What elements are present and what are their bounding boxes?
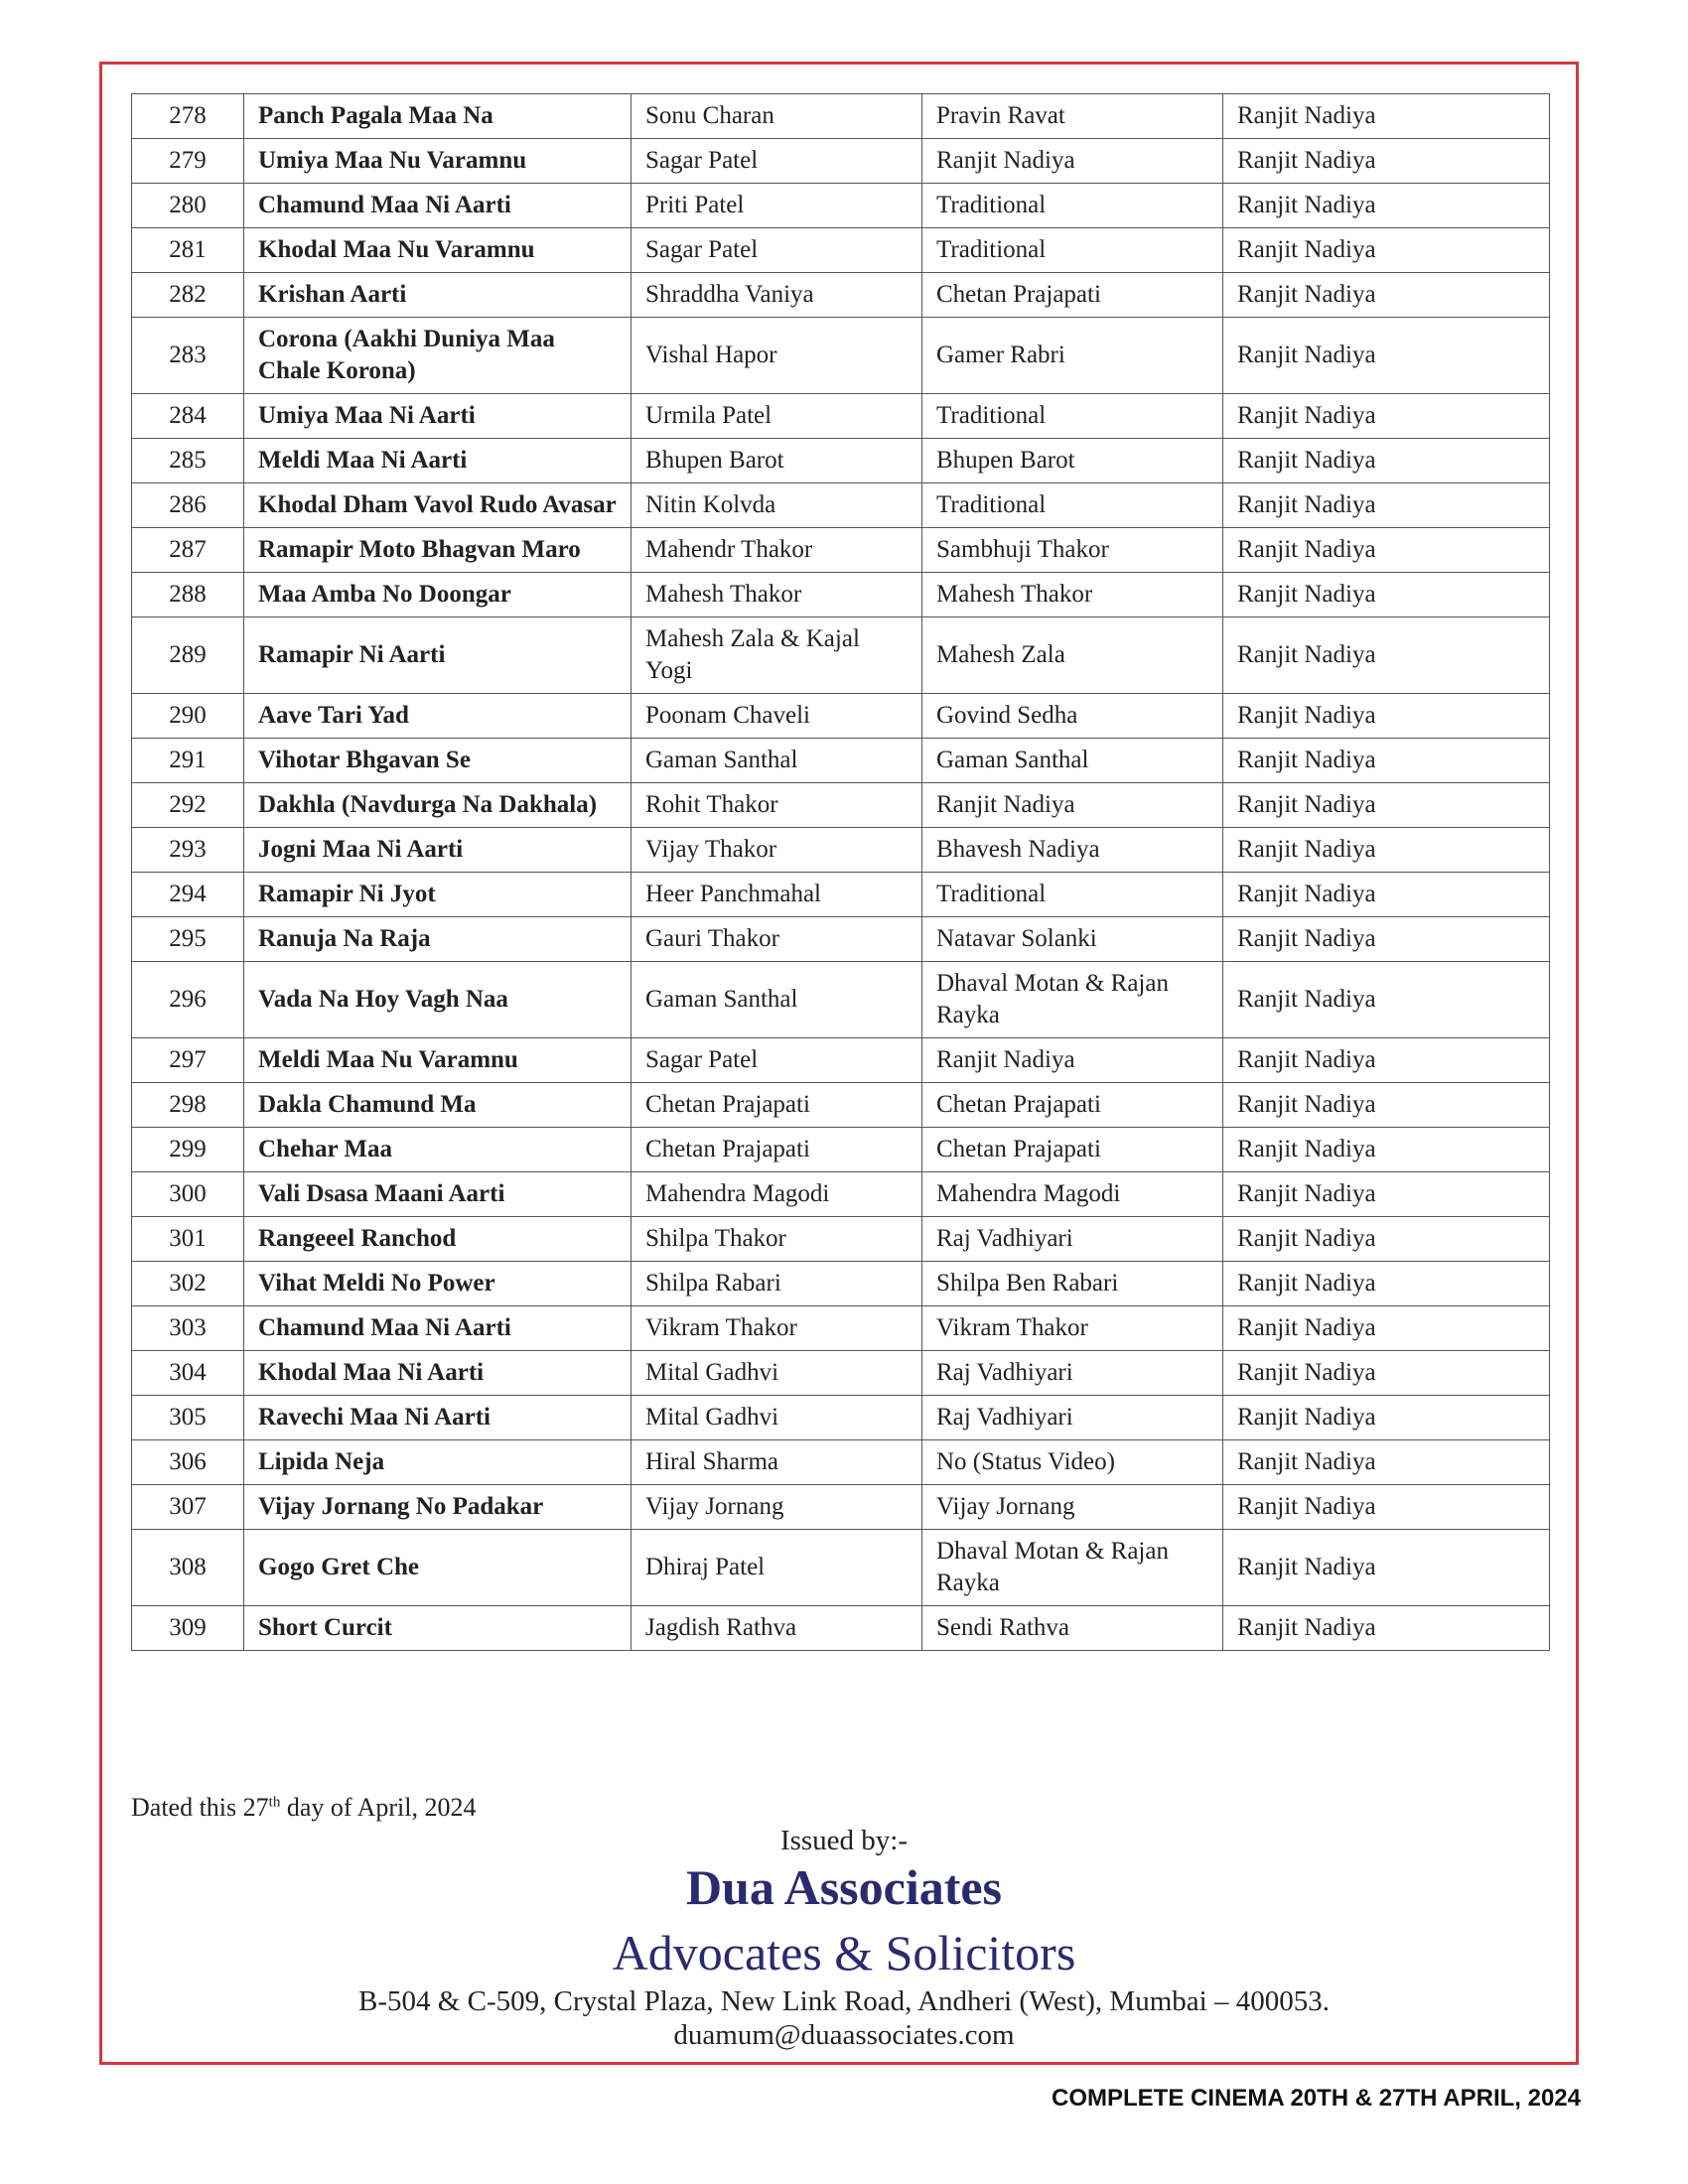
- firm-name: Dua Associates: [685, 1859, 1003, 1915]
- firm-subtitle: Advocates & Solicitors: [612, 1925, 1076, 1980]
- singer-cell: Shraddha Vaniya: [632, 273, 922, 318]
- title-cell: Khodal Dham Vavol Rudo Avasar: [244, 483, 632, 528]
- singer-cell: Chetan Prajapati: [632, 1083, 922, 1128]
- title-cell: Dakla Chamund Ma: [244, 1083, 632, 1128]
- table-row: [132, 783, 1550, 828]
- table-row: [132, 439, 1550, 483]
- title-cell: Ramapir Ni Jyot: [244, 873, 632, 917]
- dated-line: [131, 1793, 476, 1823]
- title-cell: Khodal Maa Ni Aarti: [244, 1351, 632, 1396]
- composer-cell: Ranjit Nadiya: [1223, 528, 1550, 573]
- table-row: [132, 273, 1550, 318]
- lyricist-cell: Traditional: [922, 228, 1223, 273]
- title-cell: Vada Na Hoy Vagh Naa: [244, 962, 632, 1038]
- singer-cell: Rohit Thakor: [632, 783, 922, 828]
- title-cell: Jogni Maa Ni Aarti: [244, 828, 632, 873]
- title-cell: Aave Tari Yad: [244, 694, 632, 739]
- serial-number-cell: 296: [132, 962, 244, 1038]
- serial-number-cell: 283: [132, 318, 244, 394]
- composer-cell: Ranjit Nadiya: [1223, 318, 1550, 394]
- table-row: [132, 1172, 1550, 1217]
- singer-cell: Sonu Charan: [632, 94, 922, 139]
- serial-number-cell: 300: [132, 1172, 244, 1217]
- lyricist-cell: Ranjit Nadiya: [922, 1038, 1223, 1083]
- singer-cell: Mital Gadhvi: [632, 1351, 922, 1396]
- composer-cell: Ranjit Nadiya: [1223, 1530, 1550, 1606]
- title-cell: Corona (Aakhi Duniya Maa Chale Korona): [244, 318, 632, 394]
- composer-cell: Ranjit Nadiya: [1223, 1396, 1550, 1440]
- serial-number-cell: 285: [132, 439, 244, 483]
- table-row: [132, 962, 1550, 1038]
- lyricist-cell: Traditional: [922, 394, 1223, 439]
- works-table-body: [132, 94, 1550, 1651]
- serial-number-cell: 282: [132, 273, 244, 318]
- serial-number-cell: 278: [132, 94, 244, 139]
- composer-cell: Ranjit Nadiya: [1223, 439, 1550, 483]
- serial-number-cell: 305: [132, 1396, 244, 1440]
- singer-cell: Sagar Patel: [632, 139, 922, 184]
- table-row: [132, 917, 1550, 962]
- lyricist-cell: Chetan Prajapati: [922, 273, 1223, 318]
- serial-number-cell: 307: [132, 1485, 244, 1530]
- serial-number-cell: 294: [132, 873, 244, 917]
- composer-cell: Ranjit Nadiya: [1223, 139, 1550, 184]
- composer-cell: Ranjit Nadiya: [1223, 394, 1550, 439]
- serial-number-cell: 280: [132, 184, 244, 228]
- dated-suffix: day of April, 2024: [280, 1793, 477, 1822]
- lyricist-cell: Sambhuji Thakor: [922, 528, 1223, 573]
- title-cell: Panch Pagala Maa Na: [244, 94, 632, 139]
- singer-cell: Dhiraj Patel: [632, 1530, 922, 1606]
- title-cell: Meldi Maa Ni Aarti: [244, 439, 632, 483]
- composer-cell: Ranjit Nadiya: [1223, 739, 1550, 783]
- title-cell: Vihotar Bhgavan Se: [244, 739, 632, 783]
- serial-number-cell: 297: [132, 1038, 244, 1083]
- serial-number-cell: 308: [132, 1530, 244, 1606]
- page-footer: COMPLETE CINEMA 20TH & 27TH APRIL, 2024: [1052, 2085, 1581, 2112]
- serial-number-cell: 289: [132, 617, 244, 694]
- serial-number-cell: 304: [132, 1351, 244, 1396]
- singer-cell: Heer Panchmahal: [632, 873, 922, 917]
- title-cell: Rangeeel Ranchod: [244, 1217, 632, 1262]
- title-cell: Vijay Jornang No Padakar: [244, 1485, 632, 1530]
- singer-cell: Sagar Patel: [632, 228, 922, 273]
- lyricist-cell: Ranjit Nadiya: [922, 139, 1223, 184]
- lyricist-cell: Sendi Rathva: [922, 1606, 1223, 1651]
- serial-number-cell: 293: [132, 828, 244, 873]
- singer-cell: Priti Patel: [632, 184, 922, 228]
- issued-by: Issued by:-: [779, 1825, 909, 1856]
- singer-cell: Nitin Kolvda: [632, 483, 922, 528]
- composer-cell: Ranjit Nadiya: [1223, 1351, 1550, 1396]
- composer-cell: Ranjit Nadiya: [1223, 1038, 1550, 1083]
- table-row: [132, 318, 1550, 394]
- serial-number-cell: 302: [132, 1262, 244, 1306]
- title-cell: Maa Amba No Doongar: [244, 573, 632, 617]
- title-cell: Chamund Maa Ni Aarti: [244, 184, 632, 228]
- table-row: [132, 617, 1550, 694]
- works-table: [131, 93, 1550, 1651]
- singer-cell: Poonam Chaveli: [632, 694, 922, 739]
- title-cell: Chamund Maa Ni Aarti: [244, 1306, 632, 1351]
- composer-cell: Ranjit Nadiya: [1223, 94, 1550, 139]
- singer-cell: Shilpa Thakor: [632, 1217, 922, 1262]
- table-row: [132, 1396, 1550, 1440]
- composer-cell: Ranjit Nadiya: [1223, 1172, 1550, 1217]
- serial-number-cell: 292: [132, 783, 244, 828]
- dated-ordinal: th: [268, 1794, 281, 1811]
- composer-cell: Ranjit Nadiya: [1223, 1485, 1550, 1530]
- composer-cell: Ranjit Nadiya: [1223, 273, 1550, 318]
- title-cell: Umiya Maa Nu Varamnu: [244, 139, 632, 184]
- table-row: [132, 1485, 1550, 1530]
- singer-cell: Gaman Santhal: [632, 962, 922, 1038]
- singer-cell: Vikram Thakor: [632, 1306, 922, 1351]
- lyricist-cell: Raj Vadhiyari: [922, 1396, 1223, 1440]
- lyricist-cell: Shilpa Ben Rabari: [922, 1262, 1223, 1306]
- composer-cell: Ranjit Nadiya: [1223, 483, 1550, 528]
- lyricist-cell: Mahesh Thakor: [922, 573, 1223, 617]
- table-row: [132, 1128, 1550, 1172]
- firm-address: B-504 & C-509, Crystal Plaza, New Link Road, Andheri (West), Mumbai – 400053.: [358, 1985, 1330, 2017]
- lyricist-cell: Raj Vadhiyari: [922, 1217, 1223, 1262]
- table-row: [132, 483, 1550, 528]
- title-cell: Chehar Maa: [244, 1128, 632, 1172]
- singer-cell: Vijay Jornang: [632, 1485, 922, 1530]
- table-row: [132, 739, 1550, 783]
- table-row: [132, 573, 1550, 617]
- composer-cell: Ranjit Nadiya: [1223, 917, 1550, 962]
- lyricist-cell: Natavar Solanki: [922, 917, 1223, 962]
- lyricist-cell: Mahendra Magodi: [922, 1172, 1223, 1217]
- singer-cell: Mahesh Thakor: [632, 573, 922, 617]
- serial-number-cell: 284: [132, 394, 244, 439]
- table-row: [132, 1083, 1550, 1128]
- composer-cell: Ranjit Nadiya: [1223, 1606, 1550, 1651]
- serial-number-cell: 303: [132, 1306, 244, 1351]
- composer-cell: Ranjit Nadiya: [1223, 873, 1550, 917]
- composer-cell: Ranjit Nadiya: [1223, 828, 1550, 873]
- title-cell: Khodal Maa Nu Varamnu: [244, 228, 632, 273]
- lyricist-cell: Mahesh Zala: [922, 617, 1223, 694]
- composer-cell: Ranjit Nadiya: [1223, 1440, 1550, 1485]
- title-cell: Ravechi Maa Ni Aarti: [244, 1396, 632, 1440]
- serial-number-cell: 301: [132, 1217, 244, 1262]
- table-row: [132, 528, 1550, 573]
- title-cell: Krishan Aarti: [244, 273, 632, 318]
- lyricist-cell: Traditional: [922, 873, 1223, 917]
- serial-number-cell: 286: [132, 483, 244, 528]
- singer-cell: Mahendra Magodi: [632, 1172, 922, 1217]
- lyricist-cell: No (Status Video): [922, 1440, 1223, 1485]
- singer-cell: Gaman Santhal: [632, 739, 922, 783]
- lyricist-cell: Gamer Rabri: [922, 318, 1223, 394]
- composer-cell: Ranjit Nadiya: [1223, 1262, 1550, 1306]
- composer-cell: Ranjit Nadiya: [1223, 184, 1550, 228]
- composer-cell: Ranjit Nadiya: [1223, 1083, 1550, 1128]
- table-row: [132, 694, 1550, 739]
- lyricist-cell: Chetan Prajapati: [922, 1083, 1223, 1128]
- lyricist-cell: Govind Sedha: [922, 694, 1223, 739]
- serial-number-cell: 279: [132, 139, 244, 184]
- singer-cell: Shilpa Rabari: [632, 1262, 922, 1306]
- composer-cell: Ranjit Nadiya: [1223, 962, 1550, 1038]
- title-cell: Umiya Maa Ni Aarti: [244, 394, 632, 439]
- serial-number-cell: 281: [132, 228, 244, 273]
- singer-cell: Chetan Prajapati: [632, 1128, 922, 1172]
- serial-number-cell: 291: [132, 739, 244, 783]
- serial-number-cell: 288: [132, 573, 244, 617]
- serial-number-cell: 287: [132, 528, 244, 573]
- table-row: [132, 1262, 1550, 1306]
- lyricist-cell: Ranjit Nadiya: [922, 783, 1223, 828]
- singer-cell: Hiral Sharma: [632, 1440, 922, 1485]
- title-cell: Ranuja Na Raja: [244, 917, 632, 962]
- table-row: [132, 1530, 1550, 1606]
- table-row: [132, 1038, 1550, 1083]
- singer-cell: Urmila Patel: [632, 394, 922, 439]
- title-cell: Vali Dsasa Maani Aarti: [244, 1172, 632, 1217]
- composer-cell: Ranjit Nadiya: [1223, 1217, 1550, 1262]
- lyricist-cell: Bhupen Barot: [922, 439, 1223, 483]
- composer-cell: Ranjit Nadiya: [1223, 573, 1550, 617]
- singer-cell: Jagdish Rathva: [632, 1606, 922, 1651]
- table-row: [132, 139, 1550, 184]
- table-row: [132, 94, 1550, 139]
- table-row: [132, 184, 1550, 228]
- table-row: [132, 394, 1550, 439]
- lyricist-cell: Vijay Jornang: [922, 1485, 1223, 1530]
- table-row: [132, 873, 1550, 917]
- title-cell: Vihat Meldi No Power: [244, 1262, 632, 1306]
- lyricist-cell: Traditional: [922, 483, 1223, 528]
- composer-cell: Ranjit Nadiya: [1223, 783, 1550, 828]
- table-row: [132, 228, 1550, 273]
- title-cell: Dakhla (Navdurga Na Dakhala): [244, 783, 632, 828]
- table-row: [132, 1606, 1550, 1651]
- serial-number-cell: 299: [132, 1128, 244, 1172]
- serial-number-cell: 309: [132, 1606, 244, 1651]
- lyricist-cell: Pravin Ravat: [922, 94, 1223, 139]
- lyricist-cell: Vikram Thakor: [922, 1306, 1223, 1351]
- singer-cell: Sagar Patel: [632, 1038, 922, 1083]
- title-cell: Ramapir Ni Aarti: [244, 617, 632, 694]
- lyricist-cell: Raj Vadhiyari: [922, 1351, 1223, 1396]
- composer-cell: Ranjit Nadiya: [1223, 694, 1550, 739]
- lyricist-cell: Gaman Santhal: [922, 739, 1223, 783]
- singer-cell: Bhupen Barot: [632, 439, 922, 483]
- lyricist-cell: Bhavesh Nadiya: [922, 828, 1223, 873]
- lyricist-cell: Dhaval Motan & Rajan Rayka: [922, 962, 1223, 1038]
- table-row: [132, 1351, 1550, 1396]
- composer-cell: Ranjit Nadiya: [1223, 1306, 1550, 1351]
- composer-cell: Ranjit Nadiya: [1223, 1128, 1550, 1172]
- serial-number-cell: 298: [132, 1083, 244, 1128]
- serial-number-cell: 306: [132, 1440, 244, 1485]
- composer-cell: Ranjit Nadiya: [1223, 228, 1550, 273]
- dated-prefix: Dated this 27: [131, 1793, 269, 1822]
- singer-cell: Mahesh Zala & Kajal Yogi: [632, 617, 922, 694]
- title-cell: Ramapir Moto Bhagvan Maro: [244, 528, 632, 573]
- serial-number-cell: 290: [132, 694, 244, 739]
- singer-cell: Mahendr Thakor: [632, 528, 922, 573]
- title-cell: Meldi Maa Nu Varamnu: [244, 1038, 632, 1083]
- lyricist-cell: Dhaval Motan & Rajan Rayka: [922, 1530, 1223, 1606]
- table-row: [132, 1217, 1550, 1262]
- serial-number-cell: 295: [132, 917, 244, 962]
- singer-cell: Vijay Thakor: [632, 828, 922, 873]
- title-cell: Gogo Gret Che: [244, 1530, 632, 1606]
- lyricist-cell: Chetan Prajapati: [922, 1128, 1223, 1172]
- lyricist-cell: Traditional: [922, 184, 1223, 228]
- singer-cell: Gauri Thakor: [632, 917, 922, 962]
- composer-cell: Ranjit Nadiya: [1223, 617, 1550, 694]
- title-cell: Lipida Neja: [244, 1440, 632, 1485]
- singer-cell: Mital Gadhvi: [632, 1396, 922, 1440]
- table-row: [132, 1306, 1550, 1351]
- firm-email[interactable]: duamum@duaassociates.com: [673, 2019, 1015, 2051]
- table-row: [132, 1440, 1550, 1485]
- title-cell: Short Curcit: [244, 1606, 632, 1651]
- singer-cell: Vishal Hapor: [632, 318, 922, 394]
- table-row: [132, 828, 1550, 873]
